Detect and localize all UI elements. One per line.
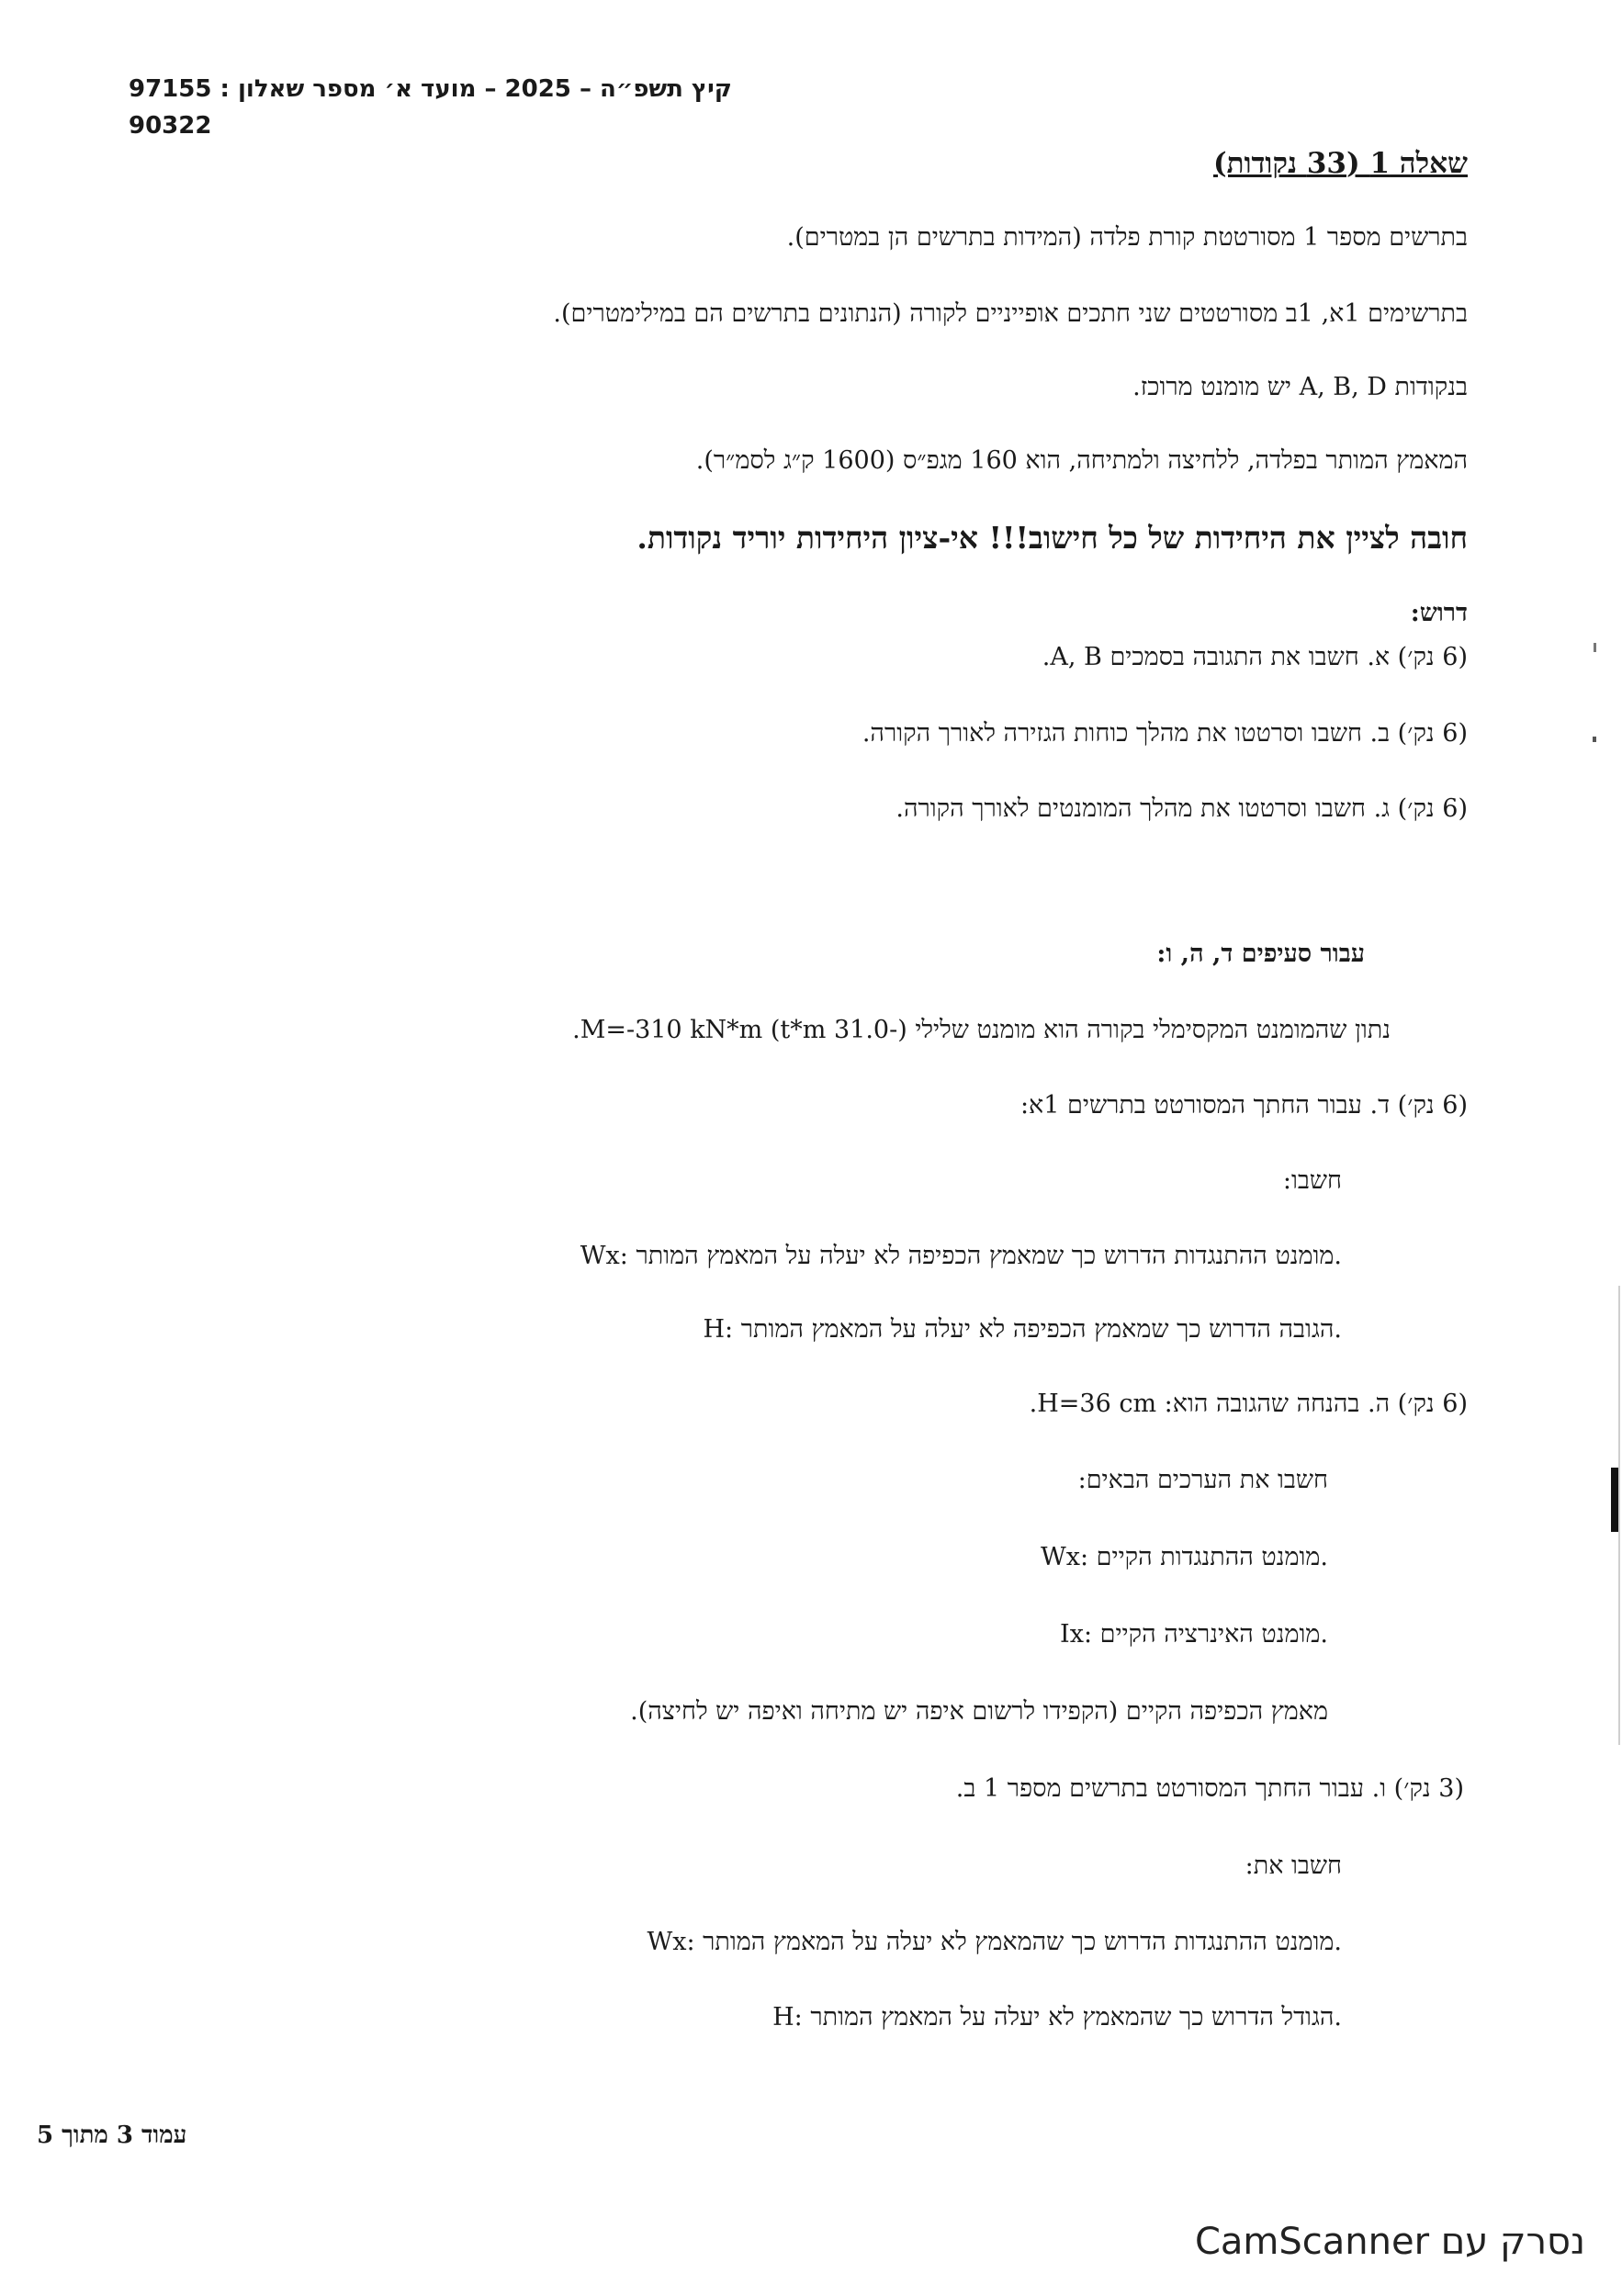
part-b: (6 נק׳) ב. חשבו וסרטטו את מהלך כוחות הגזירה לאורך הקורה. — [862, 719, 1468, 748]
part-e-stress: מאמץ הכפיפה הקיים (הקפידו לרשום איפה יש מתיחה ואיפה יש לחיצה). — [630, 1697, 1328, 1726]
part-f-wx: Wx: מומנט ההתנגדות הדרוש כך שהמאמץ לא יעלה על המאמץ המותר. — [647, 1928, 1342, 1956]
exam-secondary-code: 90322 — [129, 112, 212, 140]
intro-line-2: בתרשימים 1א, 1ב מסורטטים שני חתכים אופייניים לקורה (הנתונים בתרשים הם במילימטרים). — [553, 299, 1468, 328]
question-title: שאלה 1 (33 נקודות) — [1213, 147, 1468, 180]
part-e-heading: (6 נק׳) ה. בהנחה שהגובה הוא: H=36 cm. — [1029, 1390, 1468, 1418]
part-c: (6 נק׳) ג. חשבו וסרטטו את מהלך המומנטים לאורך הקורה. — [895, 794, 1468, 823]
part-d-h: H: הגובה הדרוש כך שמאמץ הכפיפה לא יעלה על המאמץ המותר. — [703, 1315, 1342, 1344]
part-d-heading: (6 נק׳) ד. עבור החתך המסורטט בתרשים 1א: — [1019, 1091, 1468, 1120]
part-f-calc: חשבו את: — [1245, 1851, 1342, 1880]
given-max-moment: נתון שהמומנט המקסימלי בקורה הוא מומנט שלילי (-31.0 t*m) M=-310 kN*m. — [572, 1016, 1391, 1044]
camscanner-watermark: נסרק עם CamScanner — [1194, 2221, 1585, 2263]
exam-header-line: קיץ תשפ״ה – 2025 – מועד א׳ מספר שאלון : 97155 — [129, 75, 732, 103]
part-e-wx: Wx: מומנט ההתנגדות הקיים. — [1040, 1543, 1328, 1571]
for-sections-label: עבור סעיפים ד, ה, ו: — [1156, 940, 1365, 968]
intro-line-4: המאמץ המותר בפלדה, ללחיצה ולמתיחה, הוא 160 מגפ״ס (1600 ק״ג לסמ״ר). — [695, 446, 1468, 475]
scan-edge-dot — [1594, 643, 1596, 652]
page-number: עמוד 3 מתוך 5 — [37, 2122, 187, 2149]
intro-line-3: בנקודות A, B, D יש מומנט מרוכז. — [1132, 373, 1468, 401]
part-d-wx: Wx: מומנט ההתנגדות הדרוש כך שמאמץ הכפיפה לא יעלה על המאמץ המותר. — [580, 1242, 1342, 1270]
part-a: (6 נק׳) א. חשבו את התגובה בסמכים A, B. — [1042, 643, 1468, 671]
part-e-calc: חשבו את הערכים הבאים: — [1077, 1466, 1328, 1494]
part-d-calc: חשבו: — [1282, 1166, 1342, 1195]
intro-line-1: בתרשים מספר 1 מסורטטת קורת פלדה (המידות בתרשים הן במטרים). — [786, 223, 1468, 252]
part-e-ix: Ix: מומנט האינרציה הקיים. — [1060, 1620, 1328, 1649]
part-f-h: H: הגודל הדרוש כך שהמאמץ לא יעלה על המאמץ המותר. — [772, 2003, 1342, 2032]
scan-edge-line — [1618, 1286, 1620, 1745]
part-f-heading: (3 נק׳) ו. עבור החתך המסורטט בתרשים מספר 1 ב. — [955, 1774, 1464, 1803]
required-label: דרוש: — [1410, 599, 1468, 627]
scan-edge-dot-2 — [1593, 737, 1596, 742]
units-warning: חובה לציין את היחידות של כל חישוב!!! אי-ציון היחידות יוריד נקודות. — [636, 520, 1468, 556]
